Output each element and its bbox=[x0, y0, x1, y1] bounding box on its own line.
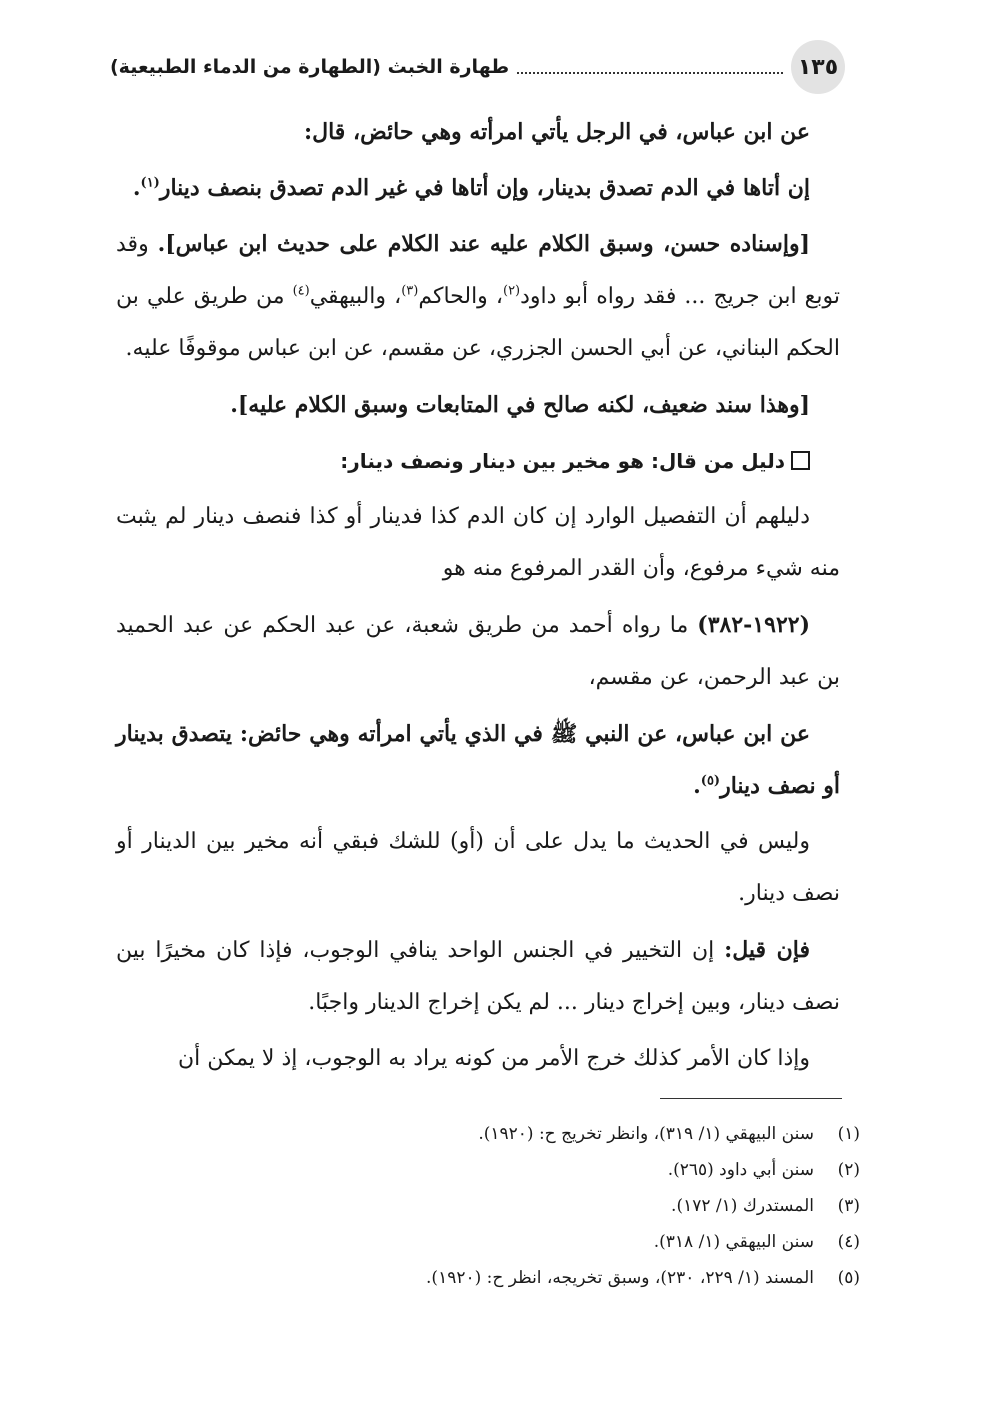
paragraph-3-b: ، والحاكم bbox=[418, 284, 503, 309]
footnote-ref-2[interactable]: (٢) bbox=[502, 283, 521, 299]
footnote-1 bbox=[116, 1116, 860, 1152]
footnote-ref-5[interactable]: (٥) bbox=[700, 773, 721, 789]
paragraph-8: وليس في الحديث ما يدل على أن (أو) للشك فبقي أنه مخير بين الدينار أو نصف دينار. bbox=[116, 829, 840, 906]
hadith-number: (١٩٢٢-٣٨٢) bbox=[697, 612, 810, 638]
paragraph-7-end: . bbox=[693, 773, 701, 799]
paragraph-2 bbox=[116, 162, 840, 214]
page-header bbox=[110, 38, 845, 96]
paragraph-10: وإذا كان الأمر كذلك خرج الأمر من كونه يراد به الوجوب، إذ لا يمكن أن bbox=[177, 1046, 810, 1071]
footnote-separator bbox=[660, 1098, 842, 1099]
paragraph-2-text: إن أتاها في الدم تصدق بدينار، وإن أتاها في غير الدم تصدق بنصف دينار bbox=[159, 175, 810, 201]
checkbox-icon bbox=[791, 451, 810, 470]
running-header-title: طهارة الخبث (الطهارة من الدماء الطبيعية) bbox=[110, 56, 510, 78]
footnote-text: سنن البيهقي (١/ ٣١٩)، وانظر تخريج ح: (١٩٢٠). bbox=[478, 1124, 814, 1144]
footnote-3 bbox=[116, 1188, 860, 1224]
paragraph-9-lead: فإن قيل: bbox=[724, 937, 810, 963]
footnote-text: سنن البيهقي (١/ ٣١٨). bbox=[653, 1232, 814, 1252]
paragraph-2-end: . bbox=[132, 175, 141, 201]
paragraph-6-text: ما رواه أحمد من طريق شعبة، عن عبد الحكم عن عبد الحميد بن عبد الرحمن، عن مقسم، bbox=[116, 613, 840, 690]
section-heading bbox=[116, 435, 840, 487]
footnote-2 bbox=[116, 1152, 860, 1188]
footnote-number: (٣) bbox=[837, 1196, 860, 1216]
footnote-text: سنن أبي داود (٢٦٥). bbox=[667, 1160, 814, 1180]
footnote-text: المستدرك (١/ ١٧٢). bbox=[671, 1196, 814, 1216]
paragraph-1: عن ابن عباس، في الرجل يأتي امرأته وهي حائض، قال: bbox=[304, 119, 810, 145]
footnote-ref-3[interactable]: (٣) bbox=[401, 283, 419, 299]
header-dotted-leader bbox=[517, 72, 783, 74]
footnote-number: (٥) bbox=[837, 1268, 860, 1288]
paragraph-9-text: إن التخيير في الجنس الواحد ينافي الوجوب، فإذا كان مخيرًا بين نصف دينار، وبين إخراج دينار ... لم يكن إخراج الدينار واجبًا. bbox=[116, 938, 840, 1015]
paragraph-7 bbox=[116, 708, 840, 812]
paragraph-5: دليلهم أن التفصيل الوارد إن كان الدم كذا فدينار أو كذا فنصف دينار لم يثبت منه شيء مرفوع، وأن القدر المرفوع منه هو bbox=[116, 504, 840, 581]
section-heading-text: دليل من قال: هو مخير بين دينار ونصف دينار: bbox=[340, 449, 785, 473]
paragraph-3 bbox=[116, 218, 840, 375]
paragraph-3-c: ، والبيهقي bbox=[309, 284, 402, 309]
footnote-ref-1[interactable]: (١) bbox=[140, 175, 160, 191]
paragraph-3-bold: [وإسناده حسن، وسبق الكلام عليه عند الكلام على حديث ابن عباس]. bbox=[157, 231, 811, 257]
footnote-5 bbox=[116, 1260, 860, 1296]
footnote-number: (٢) bbox=[837, 1160, 860, 1180]
page-number: ١٣٥ bbox=[791, 40, 845, 94]
paragraph-3-d: من طريق علي بن الحكم البناني، عن أبي الحسن الجزري، عن مقسم، عن ابن عباس موقوفًا عليه. bbox=[116, 284, 840, 361]
footnotes bbox=[116, 1116, 860, 1296]
footnote-number: (٤) bbox=[837, 1232, 860, 1252]
footnote-number: (١) bbox=[837, 1124, 860, 1144]
paragraph-4: [وهذا سند ضعيف، لكنه صالح في المتابعات وسبق الكلام عليه]. bbox=[230, 392, 810, 418]
main-text bbox=[116, 106, 840, 1089]
footnote-4 bbox=[116, 1224, 860, 1260]
paragraph-7-text: عن ابن عباس، عن النبي ﷺ في الذي يأتي امرأته وهي حائض: يتصدق بدينار أو نصف دينار bbox=[116, 721, 840, 799]
footnote-ref-4[interactable]: (٤) bbox=[292, 283, 310, 299]
paragraph-3-a: وقد توبع ابن جريج ... فقد رواه أبو داود bbox=[116, 232, 840, 309]
paragraph-6 bbox=[116, 599, 840, 704]
paragraph-9 bbox=[116, 924, 840, 1029]
footnote-text: المسند (١/ ٢٢٩، ٢٣٠)، وسبق تخريجه، انظر ح: (١٩٢٠). bbox=[426, 1268, 814, 1288]
